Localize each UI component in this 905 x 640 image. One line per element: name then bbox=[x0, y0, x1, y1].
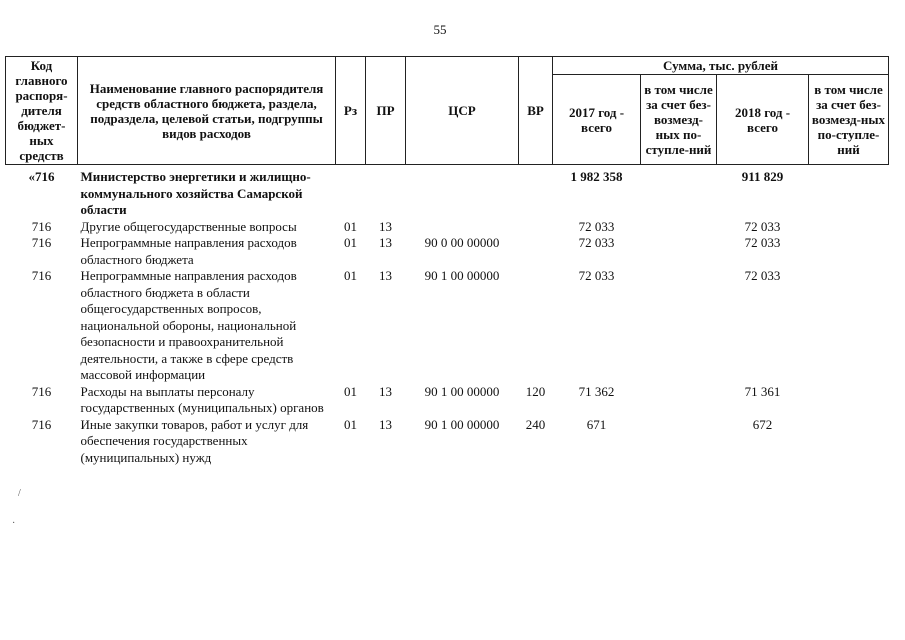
cell-2018-total: 72 033 bbox=[744, 218, 781, 234]
cell-csr: 90 1 00 00000 bbox=[424, 416, 500, 432]
cell-2017-total: 1 982 358 bbox=[570, 169, 623, 184]
cell-code: 716 bbox=[31, 235, 52, 250]
cell-2017-gratuitous bbox=[641, 165, 717, 219]
header-vr: ВР bbox=[519, 57, 553, 165]
header-rz: Рз bbox=[336, 57, 366, 165]
cell-name: Непрограммные направления расходов областного бюджета bbox=[80, 235, 297, 267]
header-2017-gratuitous: в том числе за счет без-возмезд-ных по-ступле-ний bbox=[641, 75, 717, 165]
cell-2017-gratuitous bbox=[641, 384, 717, 417]
cell-code: 716 bbox=[31, 383, 52, 399]
cell-2018-gratuitous bbox=[809, 417, 889, 467]
cell-vr: 120 bbox=[525, 383, 546, 399]
cell-2017-total: 72 033 bbox=[578, 218, 615, 234]
cell-2018-gratuitous bbox=[809, 165, 889, 219]
table-row bbox=[6, 165, 889, 219]
header-name: Наименование главного распорядителя средств областного бюджета, раздела, подраздела, целевой статьи, подгруппы видов расходов bbox=[78, 57, 336, 165]
cell-name: Иные закупки товаров, работ и услуг для обеспечения государственных (муниципальных) нужд bbox=[80, 416, 309, 465]
cell-rz: 01 bbox=[344, 416, 357, 432]
cell-2018-total: 72 033 bbox=[744, 235, 781, 250]
table-row bbox=[6, 417, 889, 467]
cell-csr: 90 0 00 00000 bbox=[424, 235, 500, 250]
cell-pr: 13 bbox=[379, 268, 392, 283]
table-body bbox=[6, 165, 889, 467]
cell-rz: 01 bbox=[344, 268, 357, 283]
cell-2018-total: 911 829 bbox=[741, 169, 784, 184]
cell-2017-total: 72 033 bbox=[578, 235, 615, 250]
scan-artifact-dot: · bbox=[12, 518, 16, 529]
header-csr: ЦСР bbox=[406, 57, 519, 165]
cell-2018-gratuitous bbox=[809, 235, 889, 268]
cell-2018-total: 672 bbox=[752, 416, 773, 432]
header-2018-total: 2018 год - всего bbox=[717, 75, 809, 165]
cell-2017-gratuitous bbox=[641, 235, 717, 268]
cell-csr bbox=[406, 165, 519, 219]
cell-csr: 90 1 00 00000 bbox=[424, 383, 500, 399]
cell-name: Расходы на выплаты персоналу государственных (муниципальных) органов bbox=[80, 383, 324, 415]
table-row bbox=[6, 219, 889, 236]
table-row bbox=[6, 268, 889, 384]
cell-2017-total: 71 362 bbox=[578, 383, 615, 399]
cell-2017-gratuitous bbox=[641, 219, 717, 236]
cell-2018-total: 72 033 bbox=[744, 268, 781, 283]
cell-name: Непрограммные направления расходов областного бюджета в области общегосударственных вопросов, национальной обороны, национальной безопасности и правоохранительной деятельности, а также в сфере средств массовой информации bbox=[80, 268, 297, 382]
page-number: 55 bbox=[433, 22, 447, 37]
header-pr: ПР bbox=[366, 57, 406, 165]
cell-vr bbox=[519, 219, 553, 236]
cell-2017-total: 72 033 bbox=[578, 268, 615, 283]
scan-artifact-mark: / bbox=[18, 488, 21, 499]
cell-name: Министерство энергетики и жилищно-коммунального хозяйства Самарской области bbox=[80, 169, 311, 217]
cell-rz: 01 bbox=[344, 383, 357, 399]
cell-code: «716 bbox=[28, 169, 55, 184]
cell-code: 716 bbox=[31, 416, 52, 432]
cell-vr bbox=[519, 235, 553, 268]
cell-pr: 13 bbox=[379, 235, 392, 250]
cell-2018-gratuitous bbox=[809, 384, 889, 417]
budget-table bbox=[5, 56, 889, 466]
cell-pr: 13 bbox=[379, 218, 392, 234]
cell-vr: 240 bbox=[525, 416, 546, 432]
cell-csr: 90 1 00 00000 bbox=[424, 268, 500, 283]
cell-code: 716 bbox=[31, 268, 52, 283]
cell-2018-gratuitous bbox=[809, 268, 889, 384]
header-2017-total: 2017 год - всего bbox=[553, 75, 641, 165]
cell-2017-gratuitous bbox=[641, 268, 717, 384]
cell-pr: 13 bbox=[379, 416, 392, 432]
cell-vr bbox=[519, 165, 553, 219]
cell-name: Другие общегосударственные вопросы bbox=[80, 218, 297, 234]
cell-pr: 13 bbox=[379, 383, 392, 399]
cell-2018-gratuitous bbox=[809, 219, 889, 236]
cell-rz bbox=[336, 165, 366, 219]
cell-pr bbox=[366, 165, 406, 219]
table-row bbox=[6, 384, 889, 417]
cell-2017-total: 671 bbox=[586, 416, 607, 432]
cell-2017-gratuitous bbox=[641, 417, 717, 467]
cell-csr bbox=[406, 219, 519, 236]
header-sum: Сумма, тыс. рублей bbox=[553, 57, 889, 75]
header-2018-gratuitous: в том числе за счет без-возмезд-ных по-ступле-ний bbox=[809, 75, 889, 165]
table-row bbox=[6, 235, 889, 268]
cell-code: 716 bbox=[31, 218, 52, 234]
cell-2018-total: 71 361 bbox=[744, 383, 781, 399]
cell-vr bbox=[519, 268, 553, 384]
cell-rz: 01 bbox=[344, 235, 357, 250]
cell-rz: 01 bbox=[344, 218, 357, 234]
header-code: Код главного распоря-дителя бюджет-ных средств bbox=[6, 57, 78, 165]
table-header bbox=[6, 57, 889, 165]
